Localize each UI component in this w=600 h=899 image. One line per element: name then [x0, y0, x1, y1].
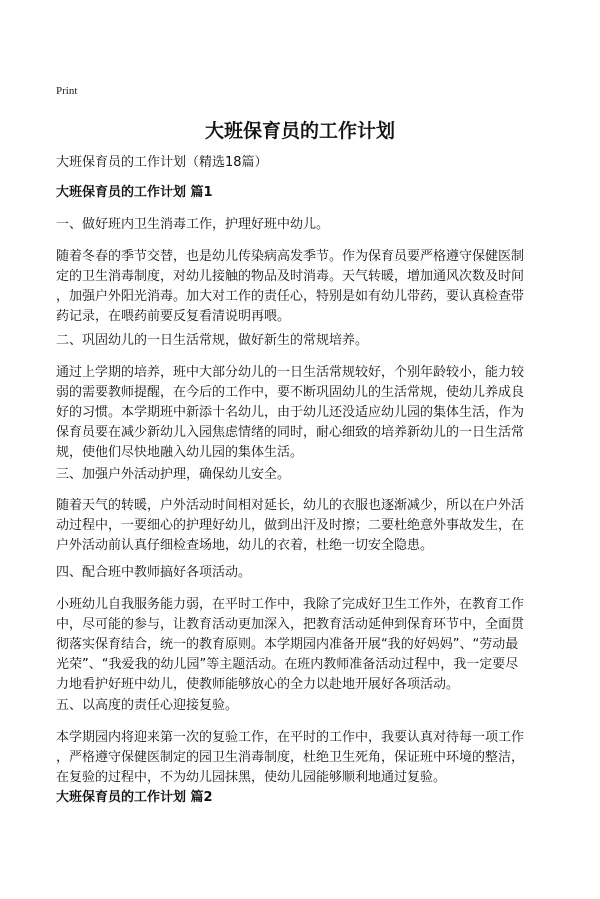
section-heading: 五、以高度的责任心迎接复验。: [56, 698, 239, 713]
article-heading-2: 大班保育员的工作计划 篇2: [56, 790, 213, 805]
paragraph-line: 动过程中，一要细心的护理好幼儿，做到出汗及时擦；二要杜绝意外事故发生，在: [56, 518, 525, 533]
section-heading: 三、加强户外活动护理，确保幼儿安全。: [56, 467, 291, 482]
paragraph-line: 光荣”、“我爱我的幼儿园”等主题活动。在班内教师准备活动过程中，我一定要尽: [56, 657, 519, 672]
section-paragraph: [56, 496, 546, 556]
paragraph-line: 弱的需要教师提醒，在今后的工作中，要不断巩固幼儿的生活常规，使幼儿养成良: [56, 385, 525, 400]
print-label: Print: [56, 85, 78, 97]
paragraph-line: ，严格遵守保健医制定的园卫生消毒制度，杜绝卫生死角，保证班中环境的整洁，: [56, 750, 525, 765]
article-heading-1: 大班保育员的工作计划 篇1: [56, 185, 213, 200]
section-heading: 一、做好班内卫生消毒工作，护理好班中幼儿。: [56, 217, 330, 232]
paragraph-line: 本学期园内将迎来第一次的复验工作，在平时的工作中，我要认真对待每一项工作: [56, 730, 525, 745]
paragraph-line: 定的卫生消毒制度，对幼儿接触的物品及时消毒。天气转暖，增加通风次数及时间: [56, 269, 525, 284]
paragraph-line: 户外活动前认真仔细检查场地，幼儿的衣着，杜绝一切安全隐患。: [56, 538, 434, 553]
section-heading: 二、巩固幼儿的一日生活常规，做好新生的常规培养。: [56, 333, 369, 348]
paragraph-line: 好的习惯。本学期班中新添十名幼儿，由于幼儿还没适应幼儿园的集体生活，作为: [56, 405, 525, 420]
document-subtitle: 大班保育员的工作计划（精选18篇）: [56, 155, 268, 170]
paragraph-line: 彻落实保育结合，统一的教育原则。本学期园内准备开展“我的好妈妈”、“劳动最: [56, 637, 519, 652]
paragraph-line: 药记录，在喂药前要反复看清说明再喂。: [56, 309, 291, 324]
section-paragraph: [56, 595, 546, 695]
paragraph-line: 小班幼儿自我服务能力弱，在平时工作中，我除了完成好卫生工作外，在教育工作: [56, 597, 525, 612]
paragraph-line: 规，使他们尽快地融入幼儿园的集体生活。: [56, 445, 304, 460]
paragraph-line: 力地看护好班中幼儿，使教师能够放心的全力以赴地开展好各项活动。: [56, 677, 460, 692]
section-paragraph: [56, 363, 546, 463]
section-heading: 四、配合班中教师搞好各项活动。: [56, 565, 252, 580]
section-paragraph: [56, 728, 546, 788]
paragraph-line: 在复验的过程中，不为幼儿园抹黑，使幼儿园能够顺利地通过复验。: [56, 770, 447, 785]
paragraph-line: 通过上学期的培养，班中大部分幼儿的一日生活常规较好，个别年龄较小，能力较: [56, 365, 525, 380]
paragraph-line: 保育员要在减少新幼儿入园焦虑情绪的同时，耐心细致的培养新幼儿的一日生活常: [56, 425, 525, 440]
section-paragraph: [56, 247, 546, 327]
document-title: 大班保育员的工作计划: [204, 120, 395, 142]
paragraph-line: 随着冬春的季节交替，也是幼儿传染病高发季节。作为保育员要严格遵守保健医制: [56, 249, 525, 264]
paragraph-line: 随着天气的转暖，户外活动时间相对延长，幼儿的衣服也逐渐减少，所以在户外活: [56, 498, 525, 513]
paragraph-line: 中，尽可能的参与，让教育活动更加深入，把教育活动延伸到保育环节中，全面贯: [56, 617, 525, 632]
paragraph-line: ，加强户外阳光消毒。加大对工作的责任心，特别是如有幼儿带药，要认真检查带: [56, 289, 525, 304]
